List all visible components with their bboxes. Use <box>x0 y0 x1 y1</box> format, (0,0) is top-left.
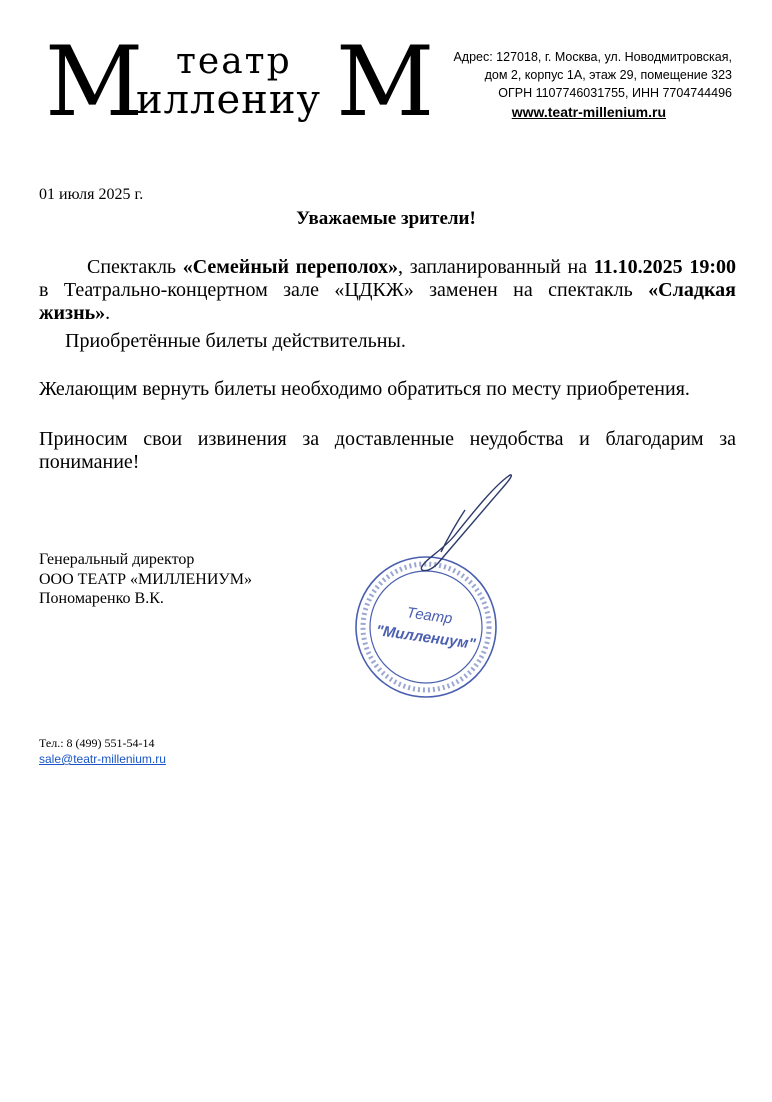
signer-name: Пономаренко В.К. <box>39 590 164 607</box>
stamp-text-line1: Театр <box>405 604 454 628</box>
signature-scribble <box>421 475 511 571</box>
text: . <box>105 302 111 324</box>
phone: Тел.: 8 (499) 551-54-14 <box>39 736 155 750</box>
paragraph-apology: Приносим свои извинения за доставленные неудобства и благодарим за понимание! <box>39 428 736 473</box>
stamp-seal <box>355 470 515 705</box>
old-show-title: «Семейный переполох» <box>182 256 399 278</box>
stamp-text-line2: "Миллениум" <box>374 622 477 653</box>
signer-position: Генеральный директор <box>39 551 195 568</box>
address-block <box>412 48 732 122</box>
website-link[interactable]: www.teatr-millenium.ru <box>511 104 666 120</box>
letter-date: 01 июля 2025 г. <box>39 186 144 203</box>
new-show-title: «Сладкая жизнь» <box>39 279 736 324</box>
text: в Театрально-концертном зале «ЦДКЖ» заменен на спектакль <box>39 279 649 301</box>
signer-company: ООО ТЕАТР «МИЛЛЕНИУМ» <box>39 570 252 588</box>
event-datetime: 11.10.2025 19:00 <box>593 256 736 278</box>
email-link[interactable]: sale@teatr-millenium.ru <box>39 752 166 766</box>
greeting: Уважаемые зрители! <box>296 208 476 229</box>
address-line: дом 2, корпус 1А, этаж 29, помещение 323 <box>484 68 732 82</box>
paragraph-tickets-valid: Приобретённые билеты действительны. <box>65 330 406 352</box>
logo-letter-right: М <box>336 26 435 138</box>
signature-block <box>39 550 252 609</box>
logo-top-word: театр <box>176 41 292 82</box>
text: , запланированный на <box>398 256 594 278</box>
paragraph-refund: Желающим вернуть билеты необходимо обратиться по месту приобретения. <box>39 378 690 400</box>
paragraph-replacement <box>39 256 736 325</box>
contacts-block <box>39 735 166 767</box>
address-line: Адрес: 127018, г. Москва, ул. Новодмитровская, <box>453 50 732 64</box>
text: Спектакль <box>87 256 183 278</box>
registration-line: ОГРН 1107746031755, ИНН 7704744496 <box>498 86 732 100</box>
logo-bottom-word: иллениу <box>136 77 322 123</box>
logo-letter-left: М <box>45 26 144 138</box>
